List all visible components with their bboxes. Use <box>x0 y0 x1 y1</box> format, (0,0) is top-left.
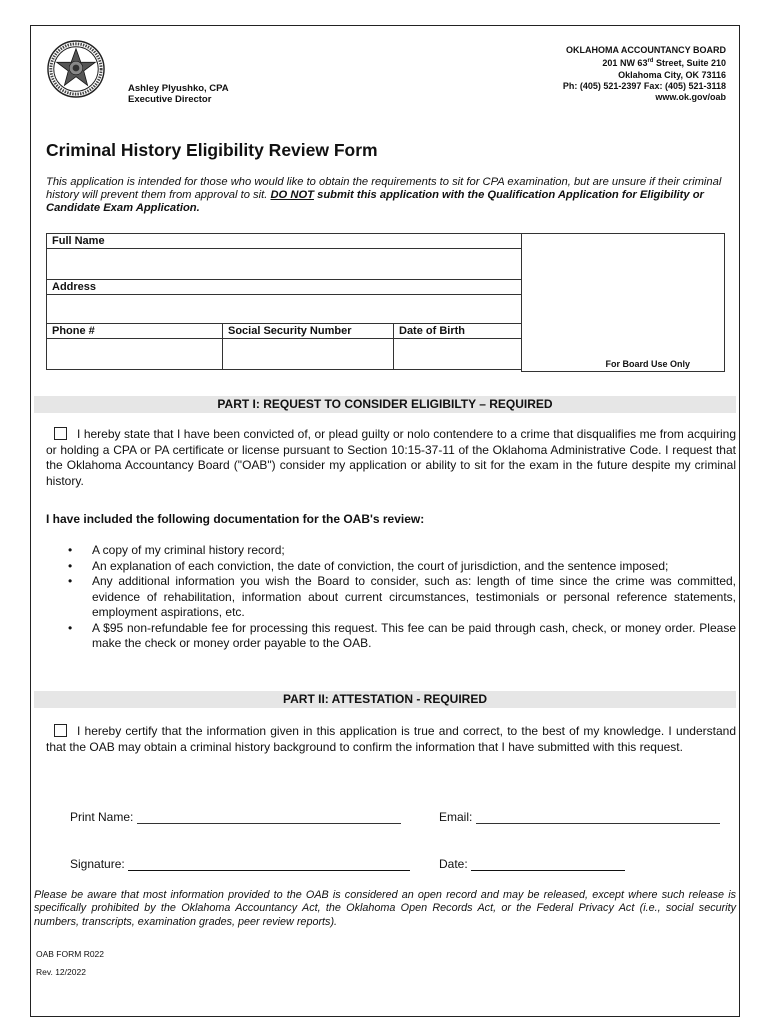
email-row <box>439 810 720 824</box>
documentation-heading: I have included the following documentation for the OAB's review: <box>46 512 425 526</box>
email-field[interactable] <box>476 811 720 824</box>
org-name: OKLAHOMA ACCOUNTANCY BOARD <box>566 45 726 55</box>
part2-heading: PART II: ATTESTATION - REQUIRED <box>283 692 487 706</box>
signature-row <box>70 857 410 871</box>
org-website[interactable]: www.ok.gov/oab <box>655 92 726 103</box>
part1-heading-band <box>34 396 736 413</box>
address-field[interactable] <box>47 295 522 324</box>
date-label: Date: <box>439 857 468 871</box>
form-id: OAB FORM R022 <box>36 949 105 959</box>
oklahoma-state-seal-icon <box>47 40 105 98</box>
documentation-list <box>68 543 736 652</box>
applicant-info-table <box>46 233 522 370</box>
list-item: • An explanation of each conviction, the date of conviction, the court of jurisdiction, and the sentence imposed; <box>68 559 736 575</box>
date-row <box>439 857 625 871</box>
part2-heading-band <box>34 691 736 708</box>
director-title: Executive Director <box>128 94 212 105</box>
signature-field[interactable] <box>128 858 410 871</box>
board-use-label: For Board Use Only <box>605 359 690 369</box>
form-title: Criminal History Eligibility Review Form <box>46 140 378 160</box>
intro-paragraph: This application is intended for those who would like to obtain the requirements to sit for CPA examination, but are unsure if their criminal history will prevent them from approval to sit. DO NOT submit this application with the Qualification Application for Eligibility or Candidate Exam Application. <box>46 176 722 215</box>
part2-statement: I hereby certify that the information given in this application is true and correct, to the best of my knowledge. I understand that the OAB may obtain a criminal history background to confirm the information that I have submitted with this request. <box>46 724 736 754</box>
org-address-line1: 201 NW 63rd Street, Suite 210 <box>602 58 726 69</box>
part2-checkbox[interactable] <box>54 724 67 737</box>
list-item: • A copy of my criminal history record; <box>68 543 736 559</box>
email-label: Email: <box>439 810 473 824</box>
open-records-notice: Please be aware that most information provided to the OAB is considered an open record and may be released, except where such release is specifically prohibited by the Oklahoma Accountancy Act, the Oklahoma Open Records Act, or the Federal Privacy Act (i.e., social security numbers, transcripts, examination grades, peer review reports). <box>34 889 736 928</box>
print-name-row <box>70 810 401 824</box>
do-not-emphasis: DO NOT <box>270 189 314 202</box>
org-address-block <box>563 45 726 103</box>
address-label: Address <box>47 280 522 295</box>
signature-label: Signature: <box>70 857 125 871</box>
print-name-field[interactable] <box>137 811 401 824</box>
ssn-label: Social Security Number <box>223 324 394 339</box>
list-item: • A $95 non-refundable fee for processing this request. This fee can be paid through cash, check, or money order. Please make the check or money order payable to the OAB. <box>68 621 736 652</box>
director-block <box>128 83 229 105</box>
list-item: • Any additional information you wish the Board to consider, such as: length of time since the crime was committed, evidence of rehabilitation, information about current circumstances, testimonials or personal reference statements, employment aspirations, etc. <box>68 574 736 621</box>
dob-field[interactable] <box>394 339 522 370</box>
full-name-field[interactable] <box>47 249 522 280</box>
print-name-label: Print Name: <box>70 810 134 824</box>
part1-heading: PART I: REQUEST TO CONSIDER ELIGIBILTY – REQUIRED <box>217 397 553 411</box>
part1-checkbox[interactable] <box>54 427 67 440</box>
phone-field[interactable] <box>47 339 223 370</box>
dob-label: Date of Birth <box>394 324 522 339</box>
part1-statement: I hereby state that I have been convicted of, or plead guilty or nolo contendere to a crime that disqualifies me from acquiring or holding a CPA or PA certificate or license pursuant to Section 10:15-37-11 of the Oklahoma Administrative Code. I request that the Oklahoma Accountancy Board ("OAB") consider my application or ability to sit for the exam in the future despite my criminal history. <box>46 427 736 488</box>
director-name: Ashley Plyushko, CPA <box>128 83 229 94</box>
revision-date: Rev. 12/2022 <box>36 967 86 977</box>
full-name-label: Full Name <box>47 234 522 249</box>
ssn-field[interactable] <box>223 339 394 370</box>
board-use-box <box>521 233 725 372</box>
phone-label: Phone # <box>47 324 223 339</box>
org-phone: Ph: (405) 521-2397 Fax: (405) 521-3118 <box>562 80 726 91</box>
date-field[interactable] <box>471 858 625 871</box>
org-address-line2: Oklahoma City, OK 73116 <box>618 69 726 80</box>
